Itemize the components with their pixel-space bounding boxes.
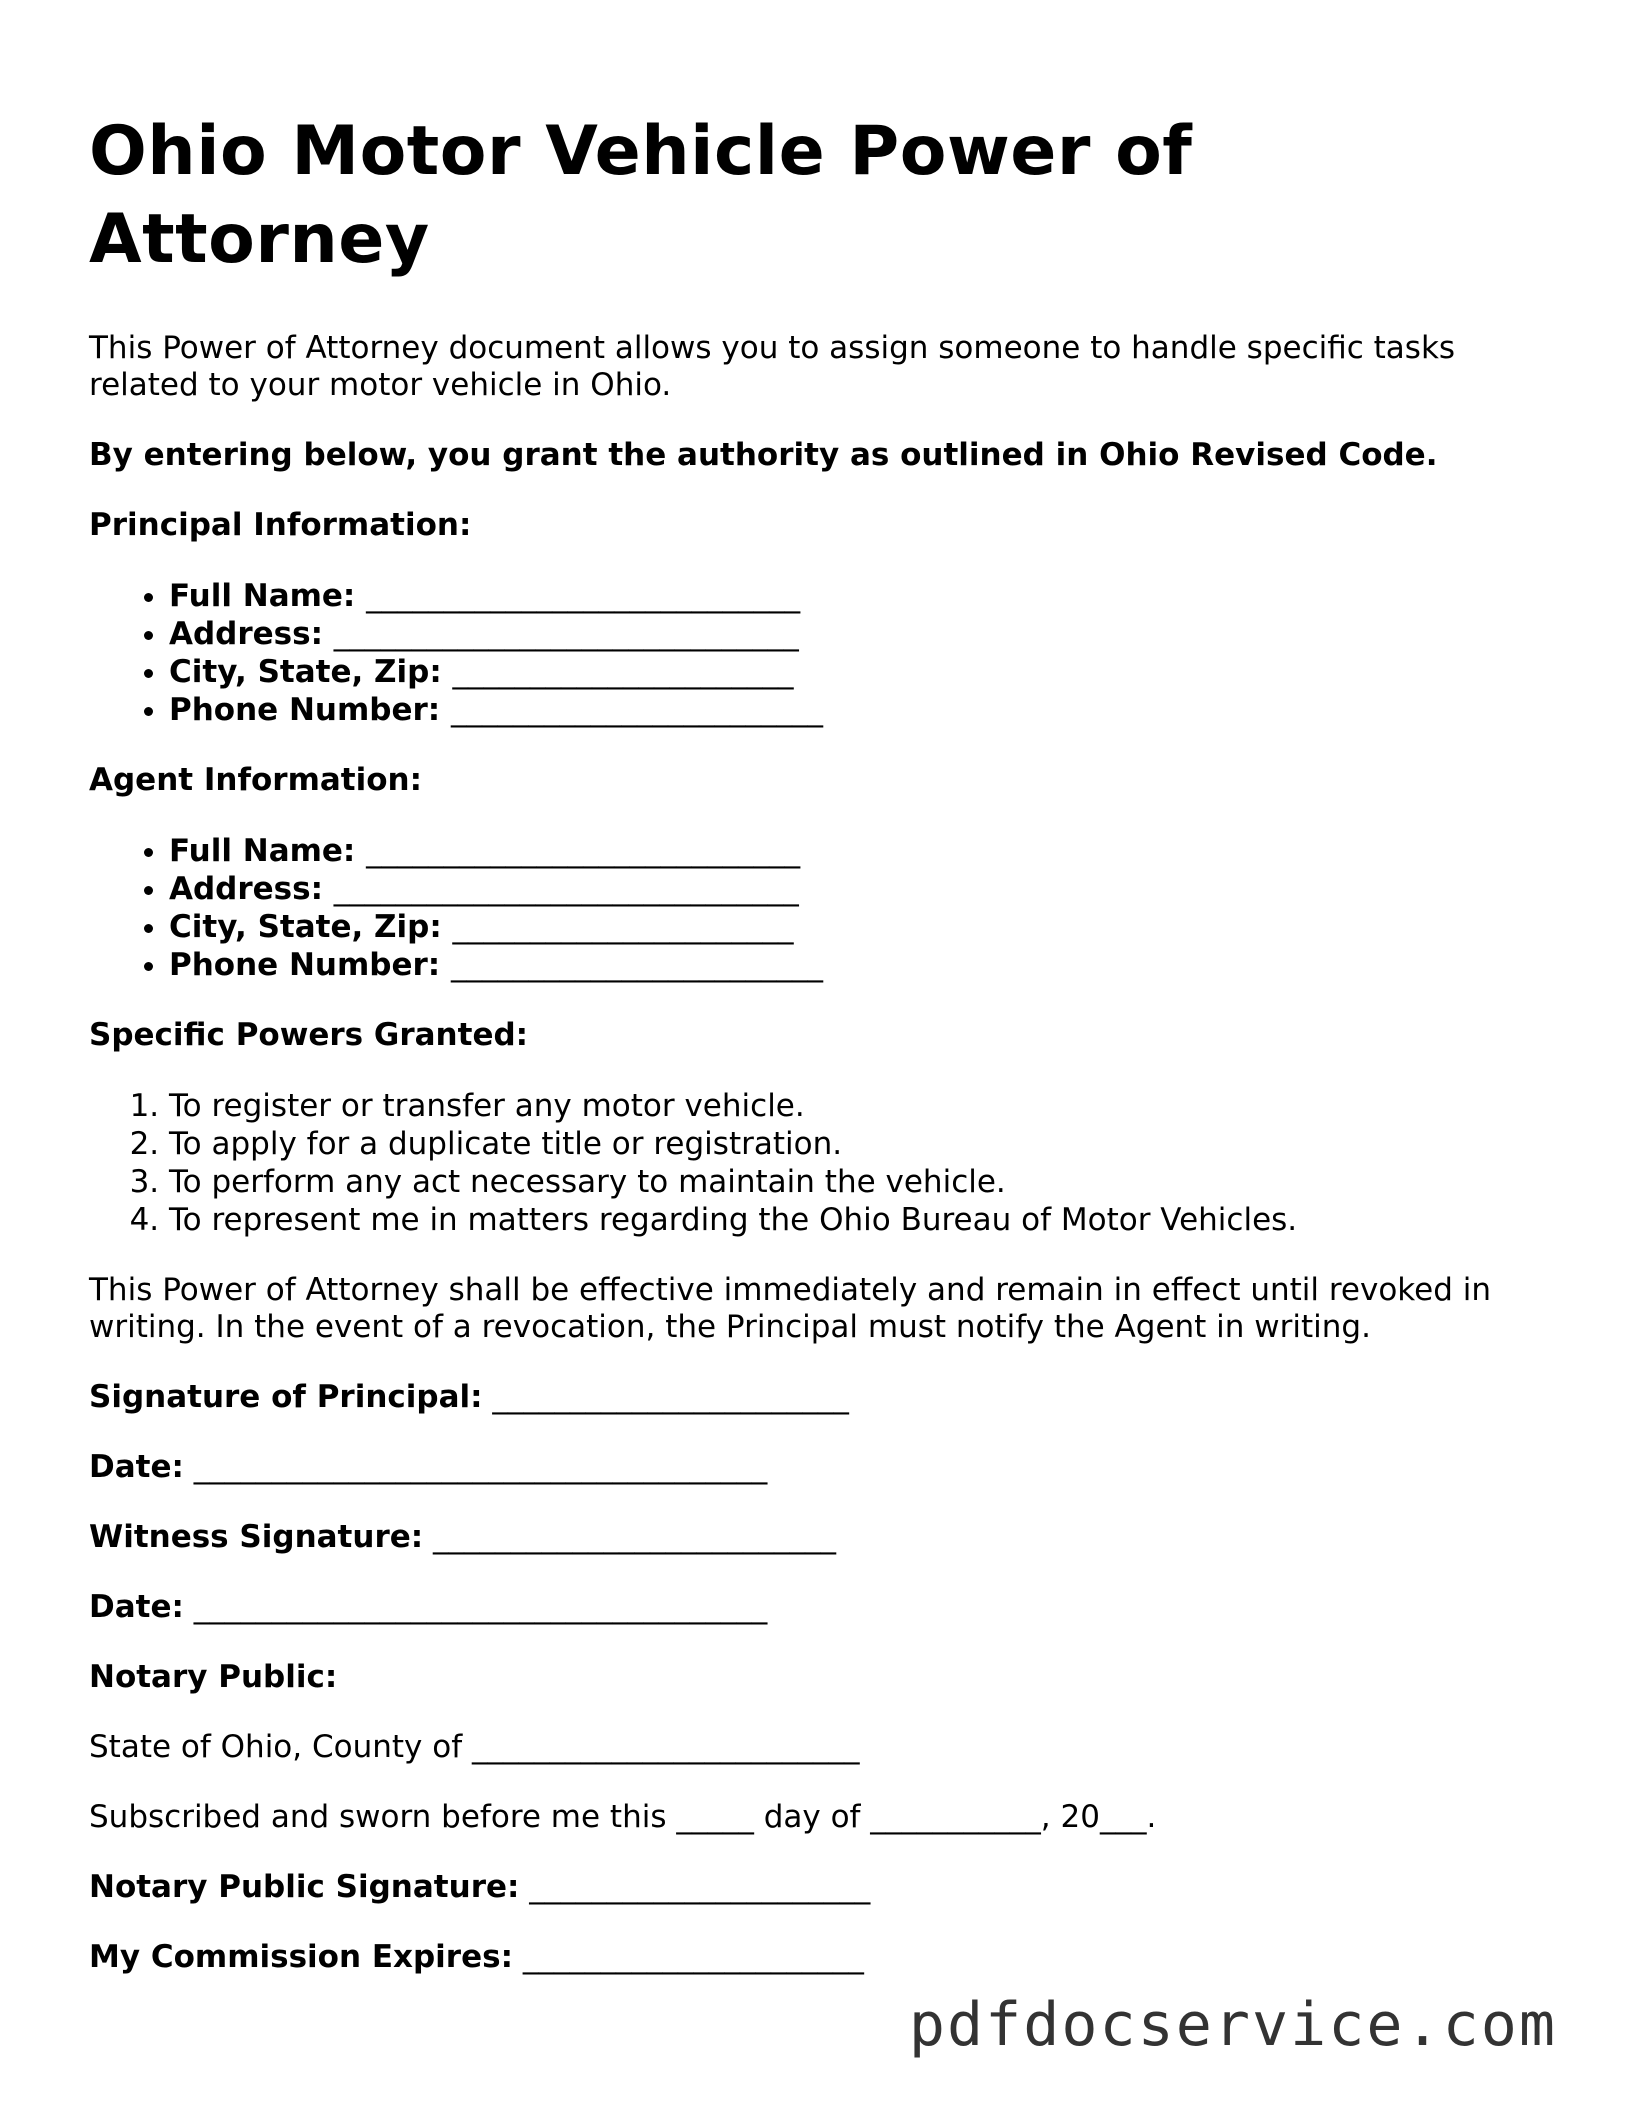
notary-heading: Notary Public: <box>89 1659 338 1695</box>
principal-address-field[interactable] <box>169 615 1549 653</box>
field-label: Phone Number: <box>169 692 441 728</box>
field-label: Date: <box>89 1449 184 1485</box>
field-label: City, State, Zip: <box>169 654 442 690</box>
notary-county-field[interactable] <box>89 1729 1549 1766</box>
principal-heading: Principal Information: <box>89 507 472 543</box>
fill-blank[interactable]: ______________________ <box>522 1939 864 1975</box>
agent-phone-field[interactable] <box>169 946 1549 984</box>
agent-info-list <box>89 832 1549 984</box>
agent-full-name-field[interactable] <box>169 832 1549 870</box>
principal-info-list <box>89 577 1549 729</box>
principal-phone-field[interactable] <box>169 691 1549 729</box>
power-item: 2. To apply for a duplicate title or registration. <box>169 1125 1549 1163</box>
field-label: Notary Public Signature: <box>89 1869 520 1905</box>
fill-blank[interactable]: ________________________ <box>451 947 823 983</box>
principal-full-name-field[interactable] <box>169 577 1549 615</box>
intro-paragraph: This Power of Attorney document allows you to assign someone to handle specific tasks related to your motor vehicle in Ohio. <box>89 330 1456 403</box>
principal-signature-field[interactable] <box>89 1379 1549 1416</box>
field-label: Witness Signature: <box>89 1519 424 1555</box>
field-label: Phone Number: <box>169 947 441 983</box>
fill-blank[interactable]: _____________________________________ <box>193 1449 768 1485</box>
field-label: State of Ohio, County of <box>89 1729 463 1765</box>
notary-sworn-statement[interactable]: Subscribed and sworn before me this _____ day of ___________, 20___. <box>89 1799 1157 1835</box>
powers-list <box>89 1087 1549 1239</box>
fill-blank[interactable]: _______________________ <box>492 1379 849 1415</box>
field-label: Signature of Principal: <box>89 1379 483 1415</box>
watermark-text: pdfdocservice.com <box>908 1990 1557 2060</box>
fill-blank[interactable]: ______________________________ <box>333 616 799 652</box>
agent-heading: Agent Information: <box>89 762 422 798</box>
fill-blank[interactable]: _________________________ <box>471 1729 860 1765</box>
field-label: Full Name: <box>169 833 356 869</box>
field-label: Full Name: <box>169 578 356 614</box>
document-page <box>89 108 1549 1976</box>
effective-clause: This Power of Attorney shall be effective immediately and remain in effect until revoked in writing. In the event of a revocation, the Principal must notify the Agent in writing. <box>89 1272 1492 1345</box>
field-label: Date: <box>89 1589 184 1625</box>
fill-blank[interactable]: __________________________ <box>433 1519 837 1555</box>
principal-date-field[interactable] <box>89 1449 1549 1486</box>
fill-blank[interactable]: ______________________________ <box>333 871 799 907</box>
fill-blank[interactable]: ________________________ <box>451 692 823 728</box>
fill-blank[interactable]: ____________________________ <box>366 578 801 614</box>
witness-date-field[interactable] <box>89 1589 1549 1626</box>
powers-heading: Specific Powers Granted: <box>89 1017 529 1053</box>
power-item: 4. To represent me in matters regarding the Ohio Bureau of Motor Vehicles. <box>169 1201 1549 1239</box>
grant-statement: By entering below, you grant the authority as outlined in Ohio Revised Code. <box>89 437 1438 473</box>
agent-city-state-zip-field[interactable] <box>169 908 1549 946</box>
fill-blank[interactable]: ______________________ <box>452 909 794 945</box>
document-title: Ohio Motor Vehicle Power of Attorney <box>89 112 1193 279</box>
field-label: My Commission Expires: <box>89 1939 513 1975</box>
notary-signature-field[interactable] <box>89 1869 1549 1906</box>
agent-address-field[interactable] <box>169 870 1549 908</box>
fill-blank[interactable]: _____________________________________ <box>193 1589 768 1625</box>
fill-blank[interactable]: ____________________________ <box>366 833 801 869</box>
commission-expires-field[interactable] <box>89 1939 1549 1976</box>
power-item: 1. To register or transfer any motor vehicle. <box>169 1087 1549 1125</box>
field-label: Address: <box>169 616 323 652</box>
fill-blank[interactable]: ______________________ <box>452 654 794 690</box>
field-label: Address: <box>169 871 323 907</box>
field-label: City, State, Zip: <box>169 909 442 945</box>
power-item: 3. To perform any act necessary to maintain the vehicle. <box>169 1163 1549 1201</box>
witness-signature-field[interactable] <box>89 1519 1549 1556</box>
fill-blank[interactable]: ______________________ <box>529 1869 871 1905</box>
principal-city-state-zip-field[interactable] <box>169 653 1549 691</box>
